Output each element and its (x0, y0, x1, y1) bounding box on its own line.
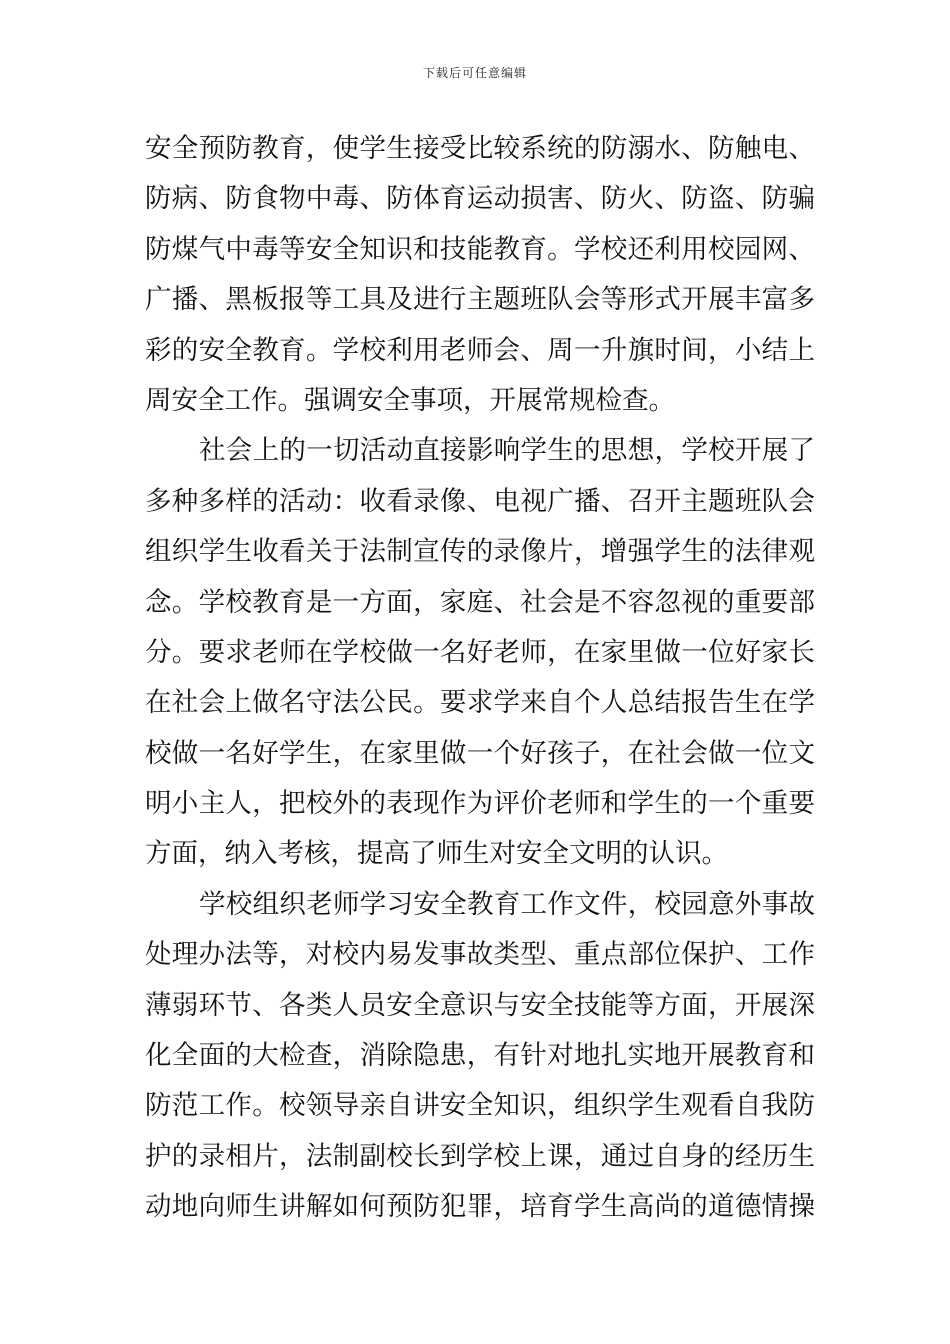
text-line: 方面，纳入考核，提高了师生对安全文明的认识。 (145, 838, 728, 870)
text-line: 明小主人，把校外的表现作为评价老师和学生的一个重要 (145, 788, 815, 820)
text-line: 彩的安全教育。学校利用老师会、周一升旗时间，小结上 (145, 334, 815, 366)
text-line: 学校组织老师学习安全教育工作文件，校园意外事故 (199, 888, 815, 920)
text-line: 安全预防教育，使学生接受比较系统的防溺水、防触电、 (145, 133, 815, 164)
page-header: 下载后可任意编辑 (422, 66, 527, 80)
text-line: 校做一名好学生，在家里做一个好孩子，在社会做一位文 (145, 737, 815, 769)
text-line: 防范工作。校领导亲自讲安全知识，组织学生观看自我防 (145, 1090, 815, 1122)
text-line: 周安全工作。强调安全事项，开展常规检查。 (145, 384, 675, 416)
text-line: 防病、防食物中毒、防体育运动损害、防火、防盗、防骗 (145, 183, 815, 215)
text-line: 化全面的大检查，消除隐患，有针对地扎实地开展教育和 (145, 1040, 815, 1072)
text-line: 防煤气中毒等安全知识和技能教育。学校还利用校园网、 (145, 233, 815, 265)
text-line: 处理办法等，对校内易发事故类型、重点部位保护、工作 (145, 939, 815, 971)
text-line: 动地向师生讲解如何预防犯罪，培育学生高尚的道德情操 (145, 1191, 815, 1223)
text-line: 念。学校教育是一方面，家庭、社会是不容忽视的重要部 (145, 586, 815, 618)
text-line: 组织学生收看关于法制宣传的录像片，增强学生的法律观 (145, 536, 815, 568)
body-text (145, 124, 815, 1233)
text-line: 分。要求老师在学校做一名好老师，在家里做一位好家长 (145, 636, 815, 668)
text-line: 护的录相片，法制副校长到学校上课，通过自身的经历生 (145, 1140, 815, 1172)
text-line: 多种多样的活动：收看录像、电视广播、召开主题班队会 (145, 485, 815, 517)
text-line: 在社会上做名守法公民。要求学来自个人总结报告生在学 (145, 687, 815, 719)
text-line: 广播、黑板报等工具及进行主题班队会等形式开展丰富多 (145, 284, 815, 316)
text-line: 社会上的一切活动直接影响学生的思想，学校开展了 (199, 435, 815, 467)
text-line: 薄弱环节、各类人员安全意识与安全技能等方面，开展深 (145, 989, 815, 1021)
